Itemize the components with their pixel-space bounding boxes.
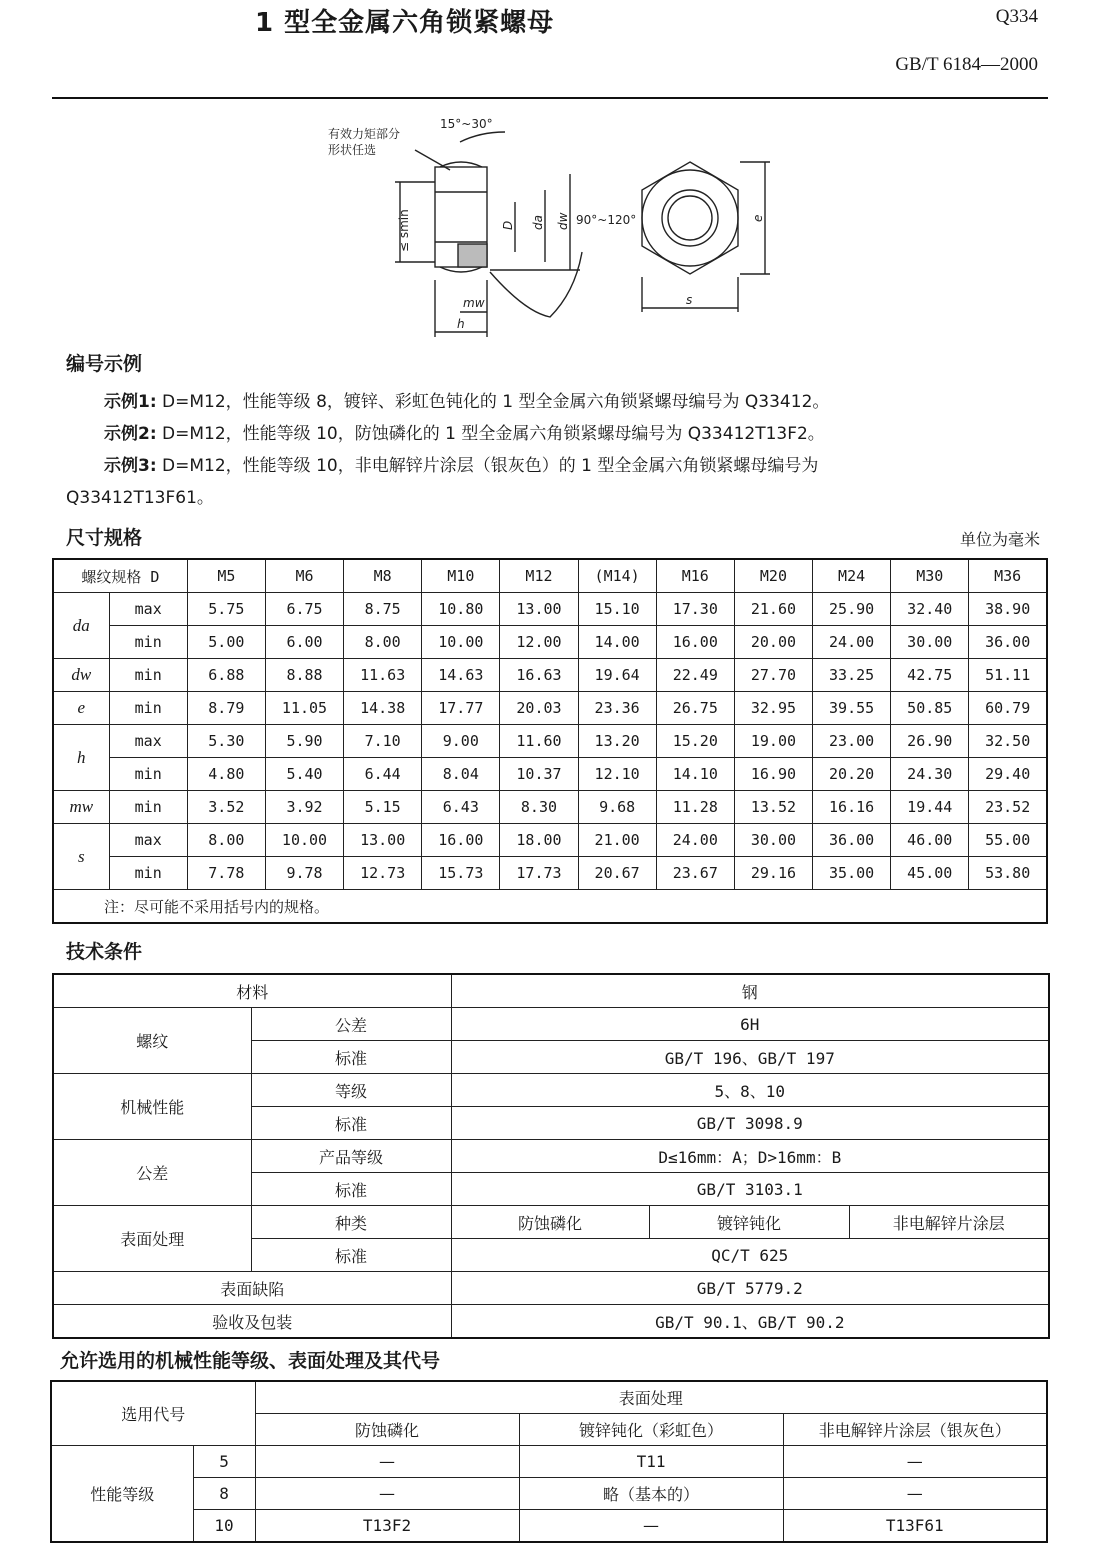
thread-tolerance-value: 6H: [451, 1008, 1049, 1041]
value-cell: 14.00: [578, 626, 656, 659]
value-cell: 10.80: [422, 593, 500, 626]
value-cell: 10.00: [422, 626, 500, 659]
value-cell: 23.67: [656, 857, 734, 890]
value-cell: 55.00: [969, 824, 1047, 857]
size-header: M8: [344, 559, 422, 593]
value-cell: 38.90: [969, 593, 1047, 626]
table-row: [53, 791, 1047, 824]
table-row: [53, 1008, 1049, 1041]
value-cell: 35.00: [813, 857, 891, 890]
value-cell: 51.11: [969, 659, 1047, 692]
size-header: M12: [500, 559, 578, 593]
codes-table: [50, 1380, 1048, 1543]
code-cell: —: [519, 1510, 783, 1543]
angle-side-label: 90°~120°: [576, 213, 637, 227]
grade-value: 5: [193, 1446, 255, 1478]
value-cell: 11.60: [500, 725, 578, 758]
material-label: 材料: [53, 974, 451, 1008]
s-label: s: [686, 293, 693, 307]
example-text: D=M12，性能等级 10，防蚀磷化的 1 型全金属六角锁紧螺母编号为 Q33412T13F2。: [156, 424, 825, 444]
thread-standard-value: GB/T 196、GB/T 197: [451, 1041, 1049, 1074]
mech-standard-value: GB/T 3098.9: [451, 1107, 1049, 1140]
value-cell: 10.37: [500, 758, 578, 791]
value-cell: 15.73: [422, 857, 500, 890]
symbol-cell: e: [53, 692, 109, 725]
value-cell: 16.63: [500, 659, 578, 692]
value-cell: 36.00: [813, 824, 891, 857]
value-cell: 23.00: [813, 725, 891, 758]
surface-label: 表面处理: [53, 1206, 251, 1272]
tolerance-label: 公差: [53, 1140, 251, 1206]
size-header: M5: [187, 559, 265, 593]
h-label: h: [457, 317, 465, 331]
value-cell: 8.00: [344, 626, 422, 659]
surface-kind-2: 镀锌钝化: [649, 1206, 849, 1239]
value-cell: 7.10: [344, 725, 422, 758]
mech-label: 机械性能: [53, 1074, 251, 1140]
table-row: [53, 890, 1047, 924]
dimensions-note: 注：尽可能不采用括号内的规格。: [53, 890, 1047, 924]
thread-tolerance-label: 公差: [251, 1008, 451, 1041]
symbol-cell: h: [53, 725, 109, 791]
code-cell: —: [255, 1478, 519, 1510]
table-row: [53, 974, 1049, 1008]
value-cell: 12.10: [578, 758, 656, 791]
surface-kind-3: 非电解锌片涂层: [849, 1206, 1049, 1239]
symbol-cell: mw: [53, 791, 109, 824]
value-cell: 6.44: [344, 758, 422, 791]
value-cell: 23.52: [969, 791, 1047, 824]
limit-cell: min: [109, 857, 187, 890]
value-cell: 53.80: [969, 857, 1047, 890]
surface-standard-label: 标准: [251, 1239, 451, 1272]
value-cell: 6.88: [187, 659, 265, 692]
value-cell: 24.00: [813, 626, 891, 659]
value-cell: 32.40: [891, 593, 969, 626]
example-text: Q33412T13F61。: [66, 488, 214, 508]
code-cell: 略（基本的）: [519, 1478, 783, 1510]
value-cell: 5.15: [344, 791, 422, 824]
size-header: M36: [969, 559, 1047, 593]
table-row: [51, 1446, 1047, 1478]
table-row: [53, 626, 1047, 659]
value-cell: 18.00: [500, 824, 578, 857]
value-cell: 4.80: [187, 758, 265, 791]
value-cell: 13.52: [734, 791, 812, 824]
grade-value: 8: [193, 1478, 255, 1510]
value-cell: 24.30: [891, 758, 969, 791]
value-cell: 30.00: [891, 626, 969, 659]
value-cell: 8.88: [265, 659, 343, 692]
table-row: [53, 857, 1047, 890]
size-header: M20: [734, 559, 812, 593]
value-cell: 5.90: [265, 725, 343, 758]
material-value: 钢: [451, 974, 1049, 1008]
thread-standard-label: 标准: [251, 1041, 451, 1074]
symbol-cell: dw: [53, 659, 109, 692]
value-cell: 23.36: [578, 692, 656, 725]
value-cell: 6.75: [265, 593, 343, 626]
angle-top-label: 15°~30°: [440, 117, 493, 131]
value-cell: 9.68: [578, 791, 656, 824]
value-cell: 5.75: [187, 593, 265, 626]
example-label: 示例2:: [104, 424, 157, 444]
value-cell: 19.00: [734, 725, 812, 758]
size-header: M6: [265, 559, 343, 593]
nut-drawing: [320, 112, 800, 342]
table-row: [53, 1305, 1049, 1339]
mw-label: mw: [463, 296, 485, 310]
limit-cell: max: [109, 593, 187, 626]
value-cell: 15.10: [578, 593, 656, 626]
value-cell: 22.49: [656, 659, 734, 692]
smin-label: ≤ smin: [397, 209, 411, 252]
value-cell: 13.20: [578, 725, 656, 758]
col-header: 镀锌钝化（彩虹色）: [519, 1414, 783, 1446]
value-cell: 30.00: [734, 824, 812, 857]
example-label: 示例3:: [104, 456, 157, 476]
code-cell: T11: [519, 1446, 783, 1478]
value-cell: 14.38: [344, 692, 422, 725]
limit-cell: min: [109, 791, 187, 824]
value-cell: 15.20: [656, 725, 734, 758]
value-cell: 33.25: [813, 659, 891, 692]
table-row: [53, 1206, 1049, 1239]
tech-conditions-table: [52, 973, 1050, 1339]
value-cell: 36.00: [969, 626, 1047, 659]
value-cell: 20.67: [578, 857, 656, 890]
value-cell: 13.00: [344, 824, 422, 857]
value-cell: 14.10: [656, 758, 734, 791]
value-cell: 17.30: [656, 593, 734, 626]
size-header: M30: [891, 559, 969, 593]
value-cell: 20.03: [500, 692, 578, 725]
value-cell: 21.00: [578, 824, 656, 857]
size-header: M10: [422, 559, 500, 593]
code-cell: —: [255, 1446, 519, 1478]
size-header-label: 螺纹规格 D: [53, 559, 187, 593]
grade-value: 10: [193, 1510, 255, 1543]
example-text: D=M12，性能等级 10，非电解锌片涂层（银灰色）的 1 型全金属六角锁紧螺母编号为: [156, 456, 819, 476]
value-cell: 32.95: [734, 692, 812, 725]
value-cell: 19.64: [578, 659, 656, 692]
value-cell: 50.85: [891, 692, 969, 725]
value-cell: 6.43: [422, 791, 500, 824]
value-cell: 29.40: [969, 758, 1047, 791]
value-cell: 8.79: [187, 692, 265, 725]
value-cell: 13.00: [500, 593, 578, 626]
value-cell: 9.78: [265, 857, 343, 890]
table-row: [53, 559, 1047, 593]
surface-standard-value: QC/T 625: [451, 1239, 1049, 1272]
value-cell: 17.73: [500, 857, 578, 890]
size-header: (M14): [578, 559, 656, 593]
table-row: [51, 1510, 1047, 1543]
d-label: D: [501, 220, 515, 230]
value-cell: 11.05: [265, 692, 343, 725]
value-cell: 12.73: [344, 857, 422, 890]
value-cell: 17.77: [422, 692, 500, 725]
unit-note: 单位为毫米: [959, 530, 1040, 549]
table-row: [51, 1478, 1047, 1510]
surface-header: 表面处理: [255, 1381, 1047, 1414]
col-header: 防蚀磷化: [255, 1414, 519, 1446]
value-cell: 20.00: [734, 626, 812, 659]
tolerance-standard-value: GB/T 3103.1: [451, 1173, 1049, 1206]
value-cell: 45.00: [891, 857, 969, 890]
value-cell: 8.75: [344, 593, 422, 626]
value-cell: 11.63: [344, 659, 422, 692]
value-cell: 16.00: [656, 626, 734, 659]
value-cell: 11.28: [656, 791, 734, 824]
example-3-cont: [66, 482, 1048, 514]
value-cell: 9.00: [422, 725, 500, 758]
value-cell: 16.90: [734, 758, 812, 791]
table-row: [53, 593, 1047, 626]
value-cell: 19.44: [891, 791, 969, 824]
standard-number: GB/T 6184—2000: [895, 54, 1038, 75]
surface-kind-label: 种类: [251, 1206, 451, 1239]
value-cell: 46.00: [891, 824, 969, 857]
value-cell: 5.40: [265, 758, 343, 791]
table-row: [53, 1140, 1049, 1173]
code-cell: —: [783, 1446, 1047, 1478]
acceptance-value: GB/T 90.1、GB/T 90.2: [451, 1305, 1049, 1339]
dimensions-table: [52, 558, 1048, 924]
grade-label: 性能等级: [51, 1446, 193, 1543]
value-cell: 8.30: [500, 791, 578, 824]
value-cell: 16.16: [813, 791, 891, 824]
size-header: M16: [656, 559, 734, 593]
value-cell: 39.55: [813, 692, 891, 725]
table-row: [53, 758, 1047, 791]
value-cell: 14.63: [422, 659, 500, 692]
product-grade-value: D≤16mm：A；D>16mm：B: [451, 1140, 1049, 1173]
table-row: [51, 1381, 1047, 1414]
page-title: 1 型全金属六角锁紧螺母: [255, 8, 555, 38]
value-cell: 6.00: [265, 626, 343, 659]
acceptance-label: 验收及包装: [53, 1305, 451, 1339]
limit-cell: min: [109, 692, 187, 725]
product-grade-label: 产品等级: [251, 1140, 451, 1173]
code-cell: T13F61: [783, 1510, 1047, 1543]
example-label: 示例1:: [104, 392, 157, 412]
value-cell: 8.04: [422, 758, 500, 791]
limit-cell: min: [109, 659, 187, 692]
dimensions-section-title: 尺寸规格: [66, 527, 143, 549]
col-header: 非电解锌片涂层（银灰色）: [783, 1414, 1047, 1446]
tolerance-standard-label: 标准: [251, 1173, 451, 1206]
value-cell: 27.70: [734, 659, 812, 692]
value-cell: 10.00: [265, 824, 343, 857]
value-cell: 21.60: [734, 593, 812, 626]
example-3: [66, 450, 1048, 482]
limit-cell: min: [109, 626, 187, 659]
tech-section-title: 技术条件: [66, 941, 143, 963]
size-header: M24: [813, 559, 891, 593]
value-cell: 8.00: [187, 824, 265, 857]
value-cell: 3.52: [187, 791, 265, 824]
example-1: [66, 386, 1048, 418]
value-cell: 7.78: [187, 857, 265, 890]
table-row: [53, 824, 1047, 857]
value-cell: 42.75: [891, 659, 969, 692]
numbering-section-title: 编号示例: [66, 353, 143, 375]
limit-cell: max: [109, 725, 187, 758]
value-cell: 5.30: [187, 725, 265, 758]
mech-grade-value: 5、8、10: [451, 1074, 1049, 1107]
table-row: [53, 1074, 1049, 1107]
value-cell: 32.50: [969, 725, 1047, 758]
limit-cell: max: [109, 824, 187, 857]
symbol-cell: da: [53, 593, 109, 659]
dw-label: dw: [556, 212, 570, 230]
document-code: Q334: [995, 6, 1038, 27]
table-row: [53, 725, 1047, 758]
value-cell: 26.90: [891, 725, 969, 758]
da-label: da: [531, 215, 545, 230]
value-cell: 16.00: [422, 824, 500, 857]
defect-label: 表面缺陷: [53, 1272, 451, 1305]
code-cell: T13F2: [255, 1510, 519, 1543]
code-cell: —: [783, 1478, 1047, 1510]
value-cell: 60.79: [969, 692, 1047, 725]
symbol-cell: s: [53, 824, 109, 890]
table-row: [53, 659, 1047, 692]
value-cell: 12.00: [500, 626, 578, 659]
limit-cell: min: [109, 758, 187, 791]
defect-value: GB/T 5779.2: [451, 1272, 1049, 1305]
value-cell: 24.00: [656, 824, 734, 857]
mech-grade-label: 等级: [251, 1074, 451, 1107]
value-cell: 25.90: [813, 593, 891, 626]
table-row: [53, 1272, 1049, 1305]
thread-label: 螺纹: [53, 1008, 251, 1074]
torque-label-line1: 有效力矩部分: [328, 127, 401, 141]
table-row: [53, 692, 1047, 725]
value-cell: 29.16: [734, 857, 812, 890]
value-cell: 26.75: [656, 692, 734, 725]
torque-label-line2: 形状任选: [328, 143, 377, 157]
codes-section-title: 允许选用的机械性能等级、表面处理及其代号: [60, 1350, 441, 1372]
value-cell: 3.92: [265, 791, 343, 824]
example-2: [66, 418, 1048, 450]
header-rule: [52, 97, 1048, 99]
value-cell: 20.20: [813, 758, 891, 791]
mech-standard-label: 标准: [251, 1107, 451, 1140]
surface-kind-1: 防蚀磷化: [451, 1206, 649, 1239]
example-text: D=M12，性能等级 8，镀锌、彩虹色钝化的 1 型全金属六角锁紧螺母编号为 Q33412。: [156, 392, 830, 412]
value-cell: 5.00: [187, 626, 265, 659]
select-code-label: 选用代号: [51, 1381, 255, 1446]
e-label: e: [751, 214, 765, 222]
